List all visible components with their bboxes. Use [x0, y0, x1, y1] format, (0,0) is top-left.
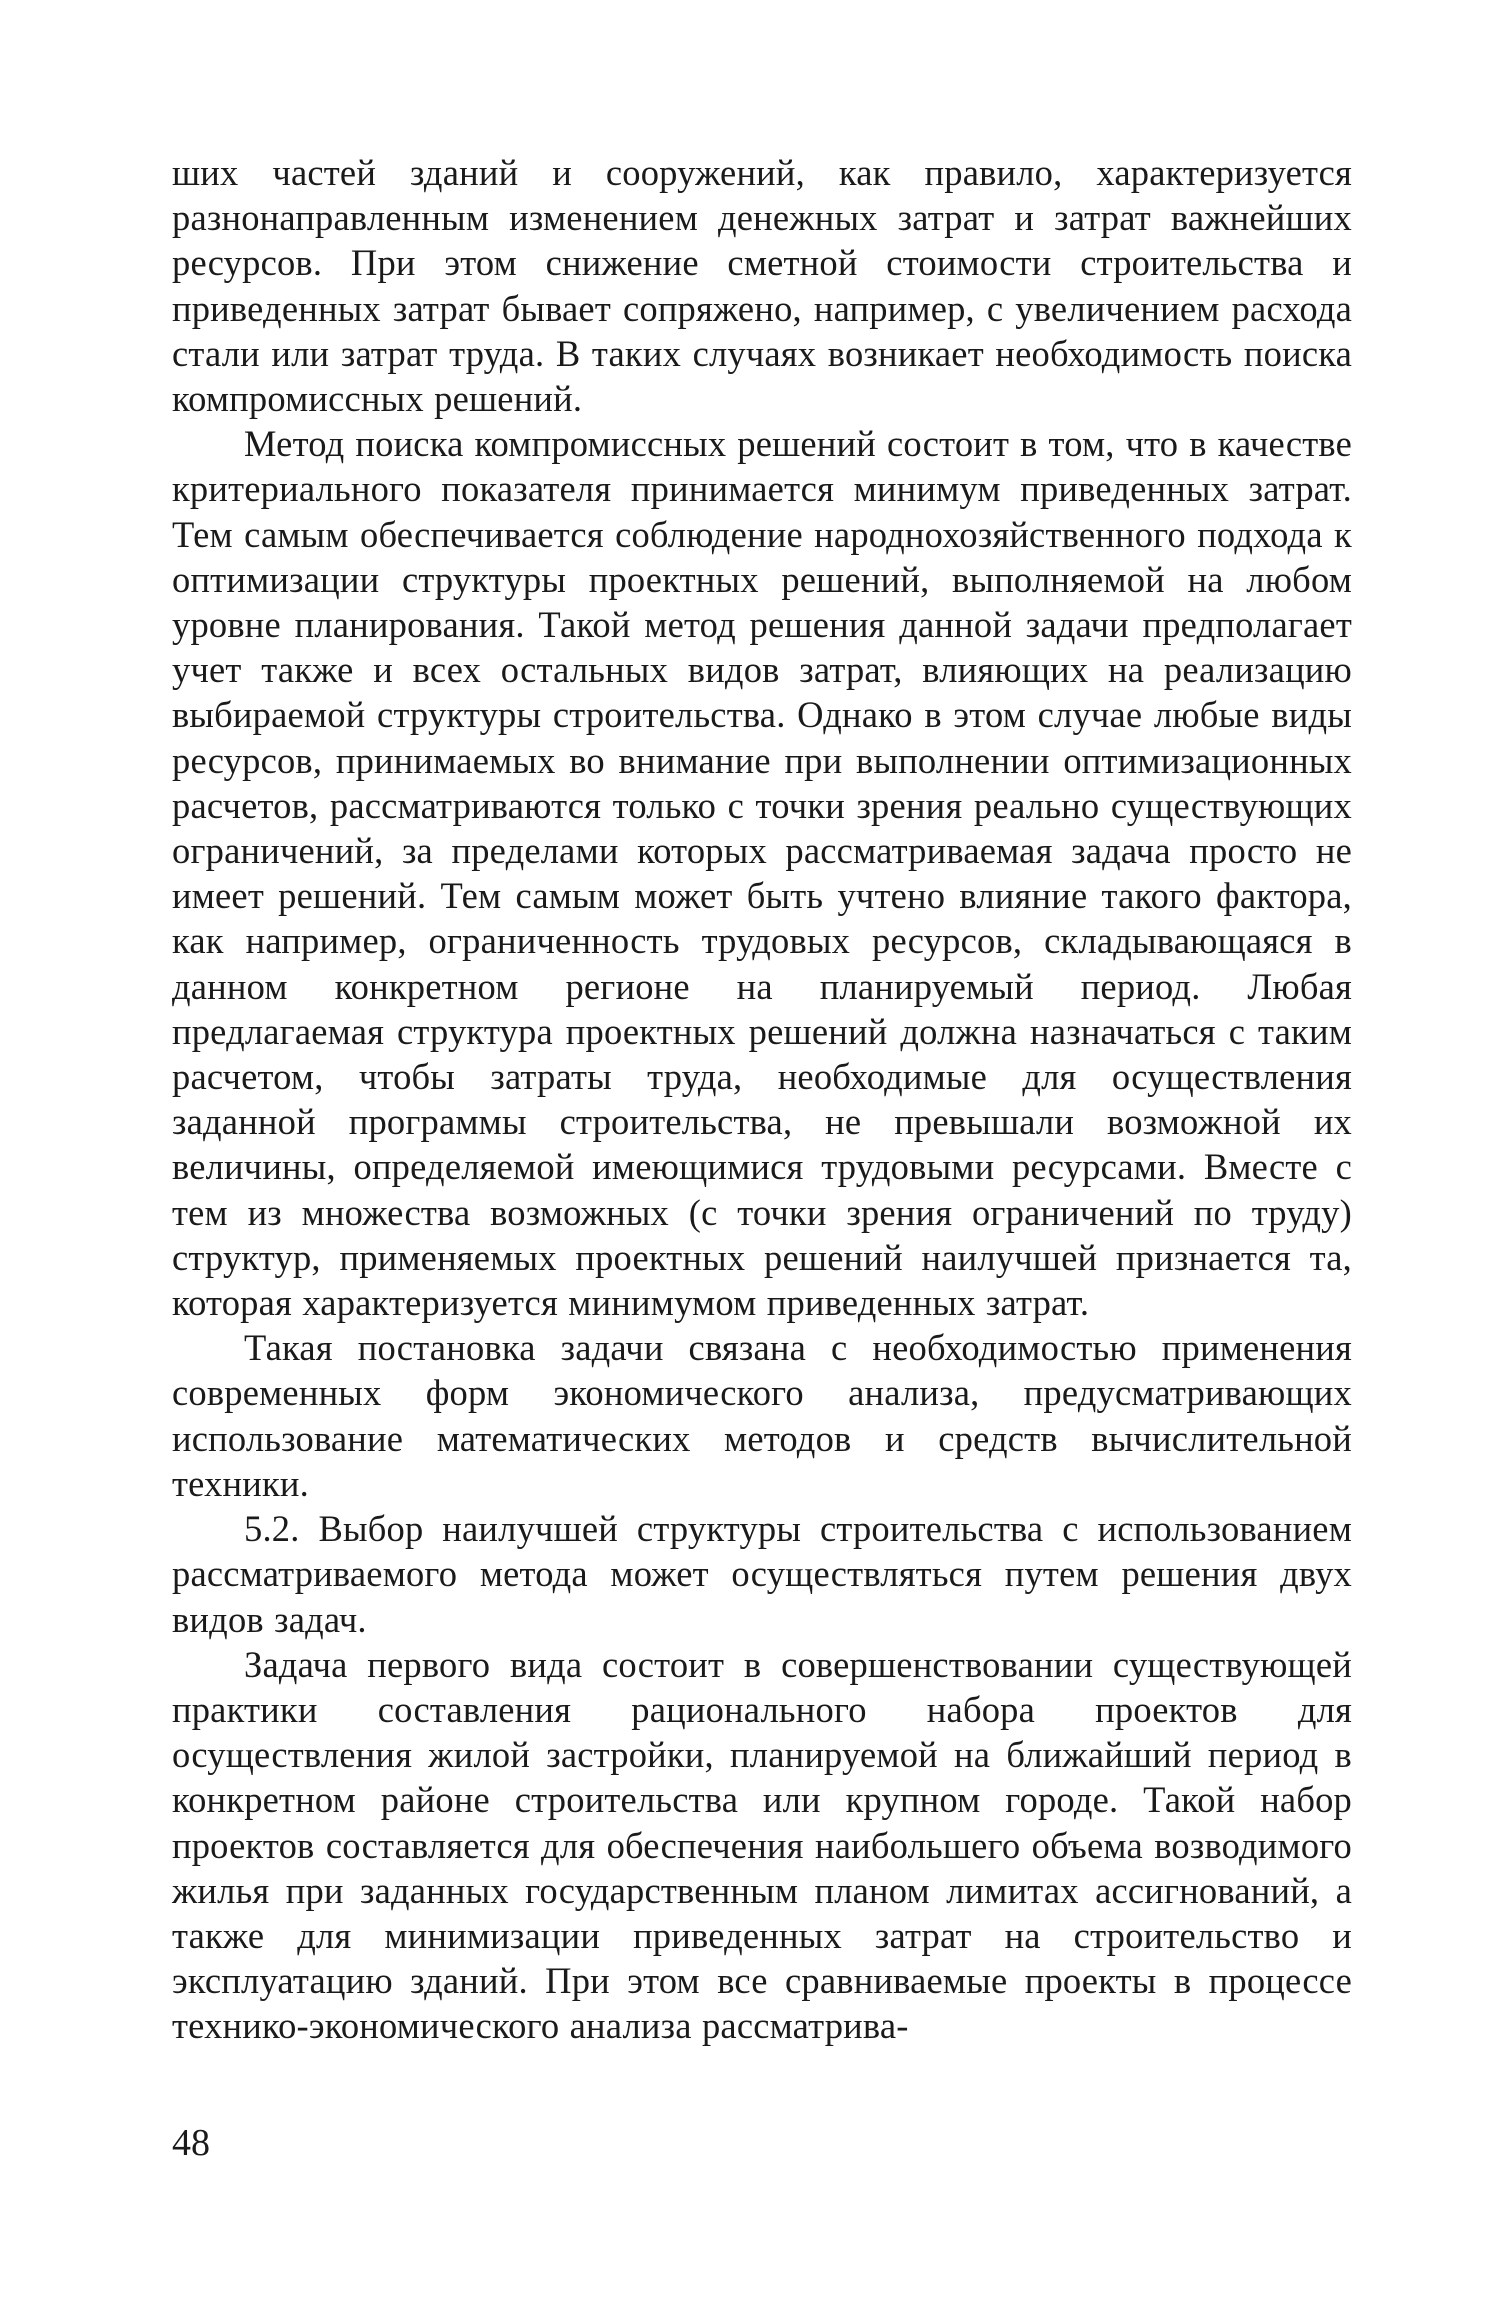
page-body	[172, 150, 1352, 2049]
paragraph-compromise-method: Метод поиска компромиссных решений состоит в том, что в качестве критериального показателя принимается минимум приведенных затрат. Тем самым обеспечивается соблюдение народнохозяйственного подхода к оптимизации структуры проектных решений, выполняемой на любом уровне планирования. Такой метод решения данной задачи предполагает учет также и всех остальных видов затрат, влияющих на реализацию выбираемой структуры строительства. Однако в этом случае любые виды ресурсов, принимаемых во внимание при выполнении оптимизационных расчетов, рассматриваются только с точки зрения реально существующих ограничений, за пределами которых рассматриваемая задача просто не имеет решений. Тем самым может быть учтено влияние такого фактора, как например, ограниченность трудовых ресурсов, складывающаяся в данном конкретном регионе на планируемый период. Любая предлагаемая структура проектных решений должна назначаться с таким расчетом, чтобы затраты труда, необходимые для осуществления заданной программы строительства, не превышали возможной их величины, определяемой имеющимися трудовыми ресурсами. Вместе с тем из множества возможных (с точки зрения ограничений по труду) структур, применяемых проектных решений наилучшей признается та, которая характеризуется минимумом приведенных затрат.	[172, 423, 1352, 1324]
paragraph-continuation: ших частей зданий и сооружений, как правило, характеризуется разнонаправленным изменением денежных затрат и затрат важнейших ресурсов. При этом снижение сметной стоимости строительства и приведенных затрат бывает сопряжено, например, с увеличением расхода стали или затрат труда. В таких случаях возникает необходимость поиска компромиссных решений.	[172, 152, 1352, 420]
paragraph-first-task: Задача первого вида состоит в совершенствовании существующей практики составления рационального набора проектов для осуществления жилой застройки, планируемой на ближайший период в конкретном районе строительства или крупном городе. Такой набор проектов составляется для обеспечения наибольшего объема возводимого жилья при заданных государственным планом лимитах ассигнований, а также для минимизации приведенных затрат на строительство и эксплуатацию зданий. При этом все сравниваемые проекты в процессе технико-экономического анализа рассматрива-	[172, 1643, 1352, 2047]
paragraph-section-5-2: 5.2. Выбор наилучшей структуры строительства с использованием рассматриваемого метода может осуществляться путем решения двух видов задач.	[172, 1508, 1352, 1640]
page-number: 48	[172, 2122, 210, 2164]
paragraph-problem-statement: Такая постановка задачи связана с необходимостью применения современных форм экономического анализа, предусматривающих использование математических методов и средств вычислительной техники.	[172, 1327, 1352, 1504]
